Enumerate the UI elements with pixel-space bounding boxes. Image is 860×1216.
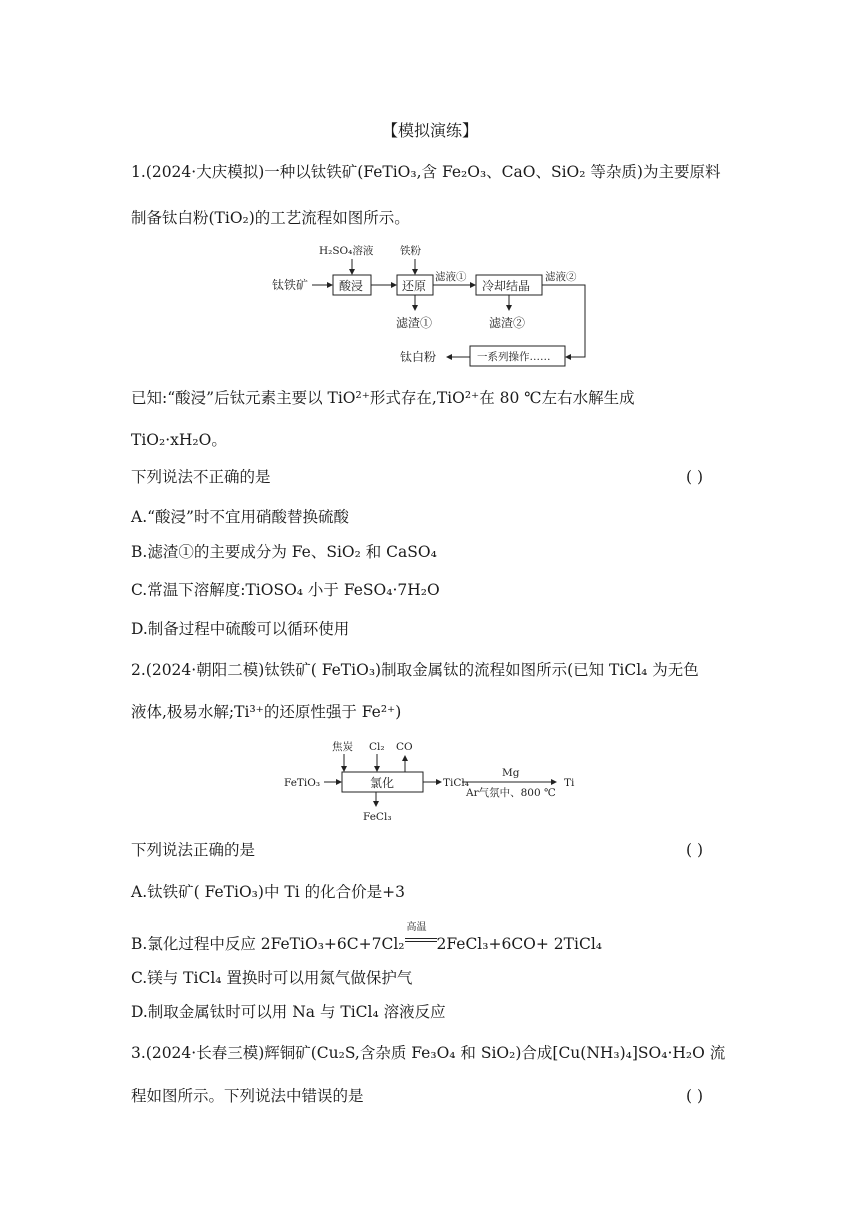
q1-stem-line1: 1.(2024·大庆模拟)一种以钛铁矿(FeTiO₃,含 Fe₂O₃、CaO、SiO₂ 等杂质)为主要原料 (131, 163, 721, 181)
q1-filtrate1-label: 滤液① (435, 271, 467, 283)
q3-stem-line2: 程如图所示。下列说法中错误的是 (131, 1087, 364, 1105)
q1-residue1-label: 滤渣① (396, 316, 433, 330)
q1-stem-line2: 制备钛白粉(TiO₂)的工艺流程如图所示。 (131, 209, 410, 227)
q2-arrow-top-label: Mg (502, 767, 520, 779)
q3-answer-paren: ( ) (686, 1087, 704, 1105)
q2-question: 下列说法正确的是 (131, 841, 256, 859)
q2-option-b: B.氯化过程中反应 2FeTiO₃+6C+7Cl₂ 高温 2FeCl₃+6CO+ 2TiCl₄ (131, 922, 602, 953)
q2-residue-label: FeCl₃ (363, 811, 392, 823)
q2-input-coke-label: 焦炭 (332, 741, 353, 753)
q2-end-label: Ti (564, 777, 575, 789)
q1-question: 下列说法不正确的是 (131, 468, 271, 486)
q1-known-line1: 已知:“酸浸”后钛元素主要以 TiO²⁺形式存在,TiO²⁺在 80 ℃左右水解生成 (131, 389, 635, 407)
q1-known-line2: TiO₂·xH₂O。 (131, 431, 227, 449)
q1-answer-paren: ( ) (686, 468, 704, 486)
q2-mid-label: TiCl₄ (443, 777, 469, 789)
q1-start-label: 钛铁矿 (272, 278, 309, 292)
q2-input-cl2-label: Cl₂ (369, 741, 385, 753)
q2-start-label: FeTiO₃ (284, 777, 321, 789)
q2-stem-line2: 液体,极易水解;Ti³⁺的还原性强于 Fe²⁺) (131, 703, 402, 721)
q2-answer-paren: ( ) (686, 841, 704, 859)
q1-reagent1-label: H₂SO₄溶液 (319, 245, 374, 257)
q1-reagent2-label: 铁粉 (400, 245, 421, 257)
q1-box1-label: 酸浸 (339, 279, 364, 293)
q2-box-label: 氯化 (370, 776, 395, 790)
q1-box4-label: 一系列操作…… (477, 351, 551, 363)
q2-option-d: D.制取金属钛时可以用 Na 与 TiCl₄ 溶液反应 (131, 1003, 446, 1021)
q2-option-b-tail: 2FeCl₃+6CO+ 2TiCl₄ (436, 935, 602, 953)
q1-box3-label: 冷却结晶 (482, 279, 531, 293)
q2-output-co-label: CO (396, 741, 413, 753)
q2-option-c: C.镁与 TiCl₄ 置换时可以用氮气做保护气 (131, 969, 413, 987)
q1-option-b: B.滤渣①的主要成分为 Fe、SiO₂ 和 CaSO₄ (131, 543, 437, 561)
q3-stem-line1: 3.(2024·长春三模)辉铜矿(Cu₂S,含杂质 Fe₃O₄ 和 SiO₂)合成[Cu(NH₃)₄]SO₄·H₂O 流 (131, 1044, 726, 1062)
q1-option-a: A.“酸浸”时不宜用硝酸替换硫酸 (131, 508, 349, 526)
q1-box2-label: 还原 (402, 279, 427, 293)
q1-option-c: C.常温下溶解度:TiOSO₄ 小于 FeSO₄·7H₂O (131, 581, 440, 599)
q1-end-label: 钛白粉 (400, 350, 437, 364)
q1-flow-diagram (260, 238, 600, 373)
q2-option-a: A.钛铁矿( FeTiO₃)中 Ti 的化合价是+3 (131, 883, 405, 901)
q1-residue2-label: 滤渣② (489, 316, 526, 330)
q2-option-b-head: B.氯化过程中反应 2FeTiO₃+6C+7Cl₂ (131, 935, 405, 953)
q1-filtrate2-label: 滤液② (545, 271, 577, 283)
q2-stem-line1: 2.(2024·朝阳二模)钛铁矿( FeTiO₃)制取金属钛的流程如图所示(已知 TiCl₄ 为无色 (131, 661, 699, 679)
q2-arrow-bottom-label: Ar气氛中、800 ℃ (466, 787, 556, 799)
section-title: 【模拟演练】 (381, 121, 478, 140)
q2-flow-diagram (280, 736, 590, 826)
q1-option-d: D.制备过程中硫酸可以循环使用 (131, 620, 350, 638)
